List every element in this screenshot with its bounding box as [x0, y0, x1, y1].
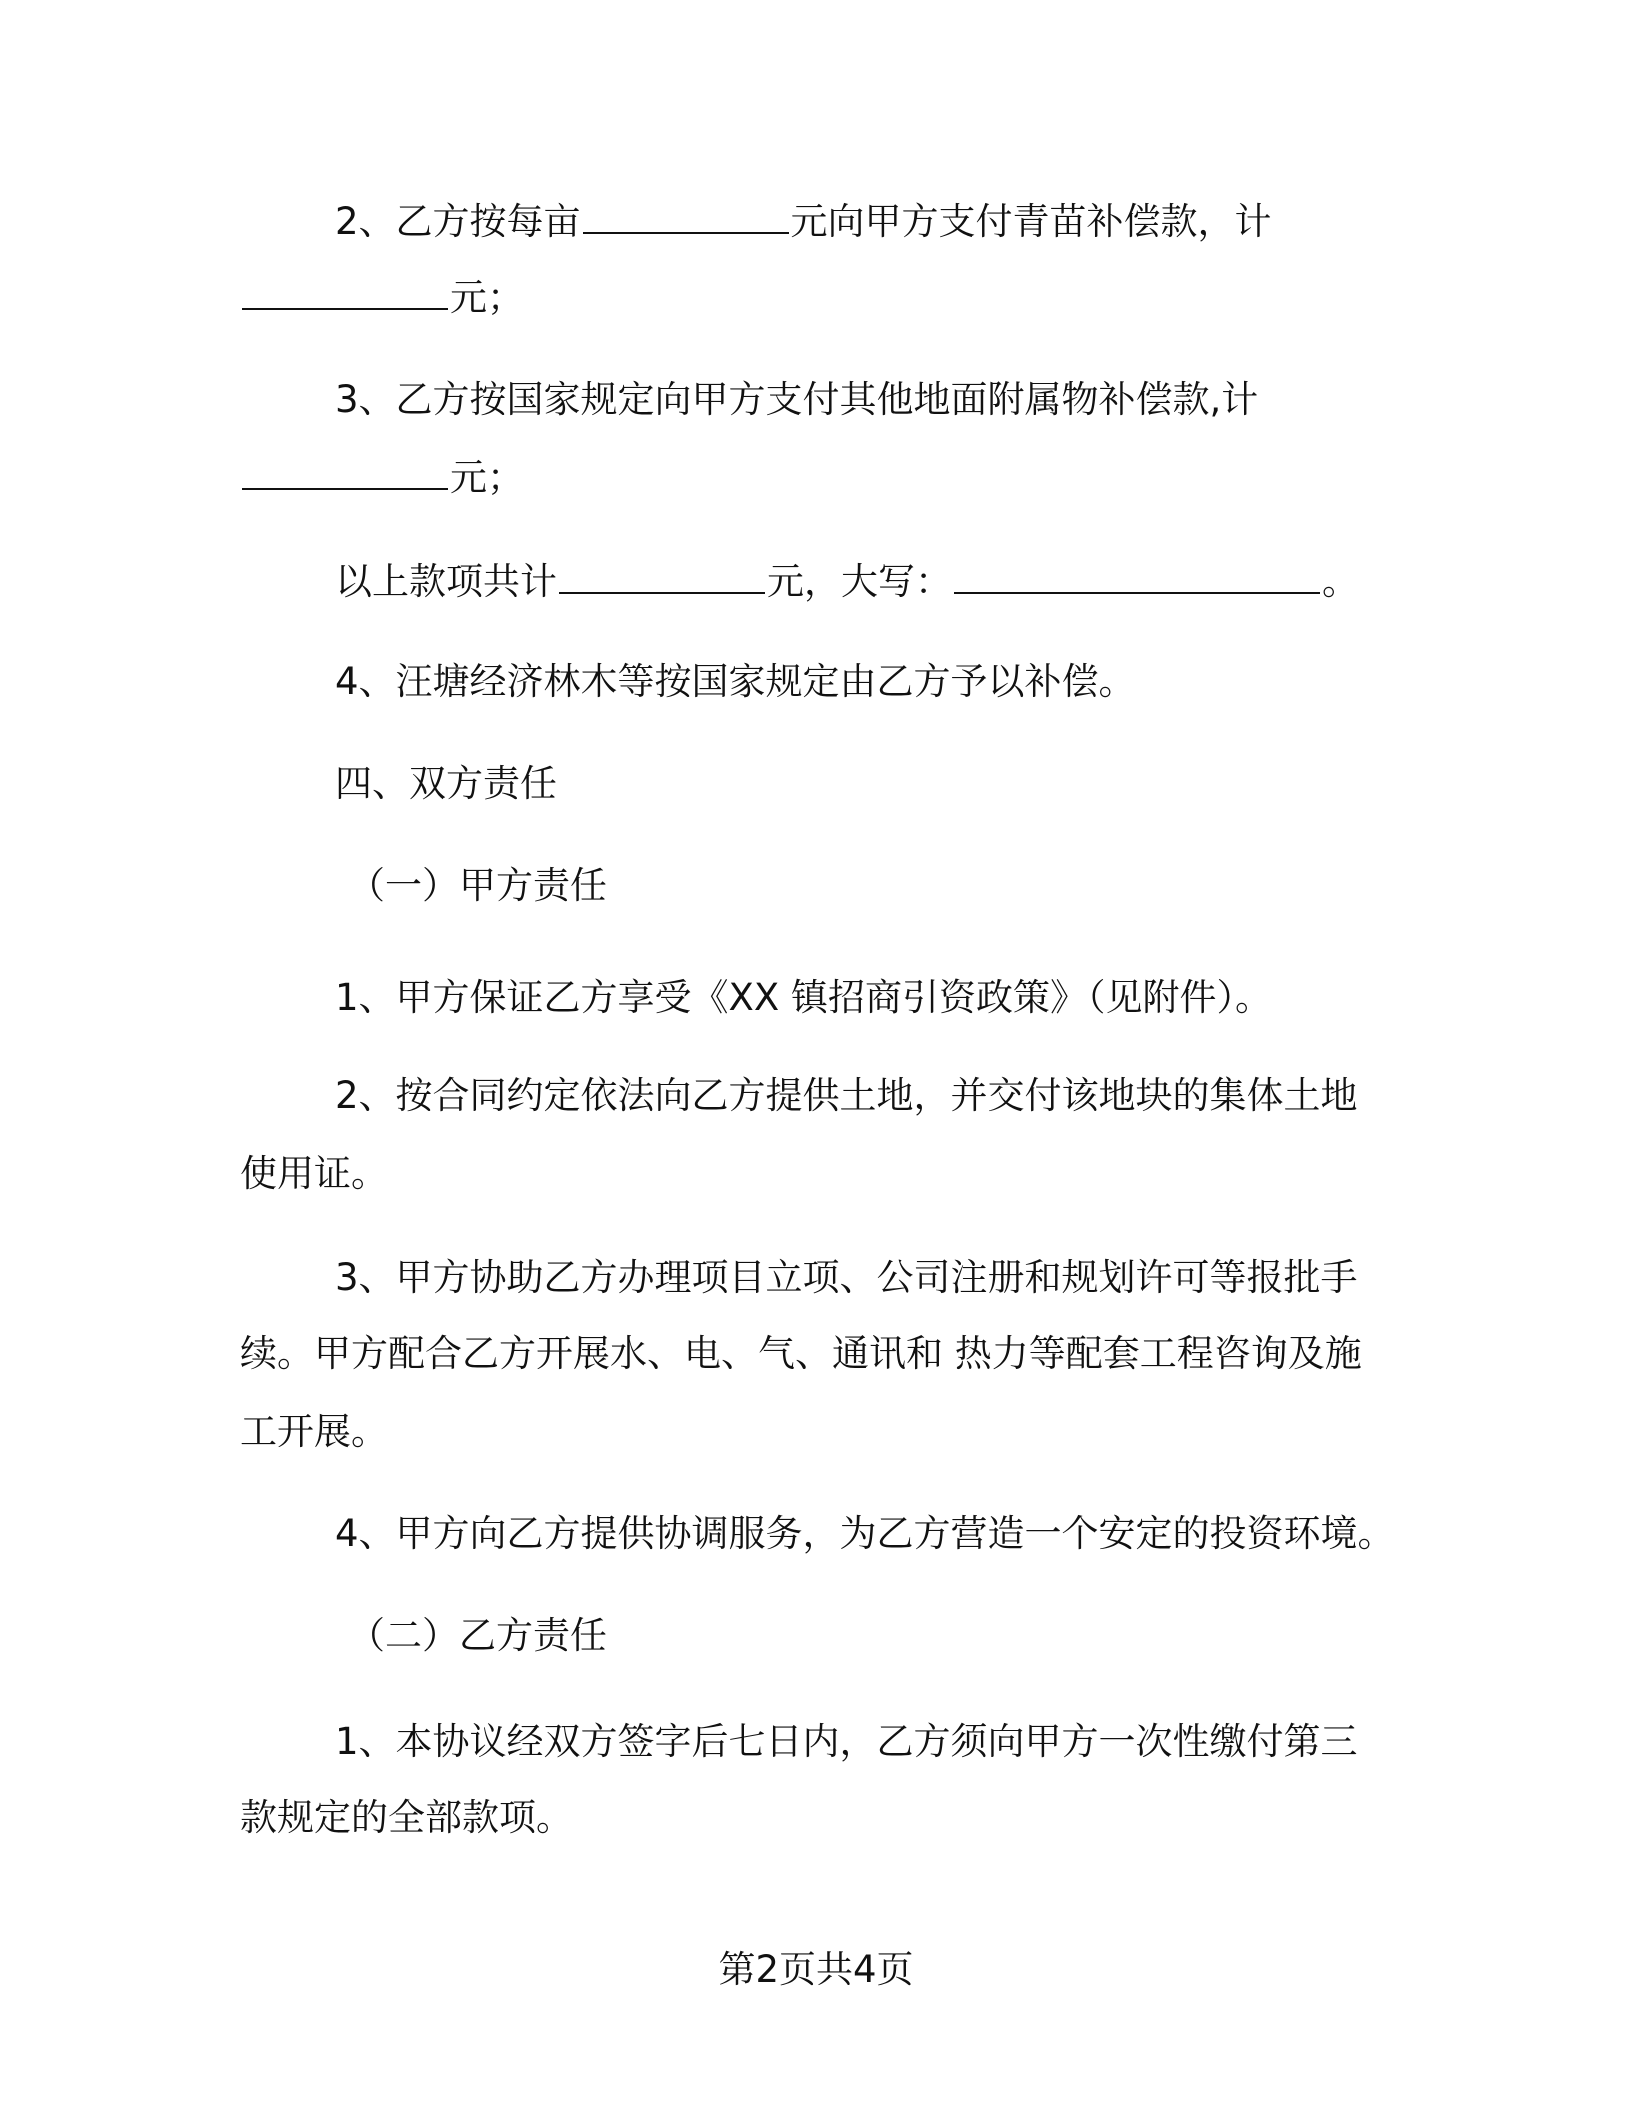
- paragraph-line: 1、甲方保证乙方享受《XX 镇招商引资政策》（见附件）。: [335, 976, 1272, 1019]
- text-fragment: 以上款项共计: [335, 560, 557, 603]
- clause-2-line: [0, 196, 1632, 246]
- paragraph-line: 3、甲方协助乙方办理项目立项、公司注册和规划许可等报批手: [335, 1256, 1358, 1299]
- section-heading: 四、双方责任: [335, 762, 557, 805]
- clause-4-line: 4、汪塘经济林木等按国家规定由乙方予以补偿。: [335, 660, 1136, 703]
- paragraph-line: 2、按合同约定依法向乙方提供土地，并交付该地块的集体土地: [335, 1074, 1358, 1117]
- text-fragment: 元；: [450, 276, 524, 319]
- paragraph-line: 使用证。: [240, 1152, 388, 1195]
- text-fragment: 元向甲方支付青苗补偿款，计: [790, 200, 1272, 243]
- clause-3-line: [0, 376, 1632, 424]
- subsection-heading: （二）乙方责任: [348, 1614, 607, 1657]
- paragraph-line: 续。甲方配合乙方开展水、电、气、通讯和 热力等配套工程咨询及施: [240, 1332, 1362, 1375]
- paragraph-line: 1、本协议经双方签字后七日内，乙方须向甲方一次性缴付第三: [335, 1720, 1358, 1763]
- clause-2-continuation: [0, 272, 1632, 322]
- fill-blank[interactable]: [242, 272, 448, 310]
- clause-3-continuation: [0, 452, 1632, 502]
- subsection-heading: （一）甲方责任: [348, 864, 607, 907]
- total-line: [0, 556, 1632, 606]
- fill-blank[interactable]: [242, 452, 448, 490]
- text-fragment: 。: [1322, 560, 1359, 603]
- paragraph-line: 工开展。: [240, 1410, 388, 1453]
- fill-blank[interactable]: [583, 196, 789, 234]
- fill-blank[interactable]: [954, 556, 1320, 594]
- paragraph-line: 4、甲方向乙方提供协调服务，为乙方营造一个安定的投资环境。: [335, 1512, 1395, 1555]
- paragraph-line: 款规定的全部款项。: [240, 1796, 573, 1839]
- text-fragment: 3、乙方按国家规定向甲方支付其他地面附属物补偿款,计: [335, 378, 1259, 421]
- text-fragment: 元，大写：: [767, 560, 952, 603]
- page-number-footer: 第2页共4页: [718, 1948, 914, 1991]
- fill-blank[interactable]: [559, 556, 765, 594]
- text-fragment: 2、乙方按每亩: [335, 200, 581, 243]
- text-fragment: 元；: [450, 456, 524, 499]
